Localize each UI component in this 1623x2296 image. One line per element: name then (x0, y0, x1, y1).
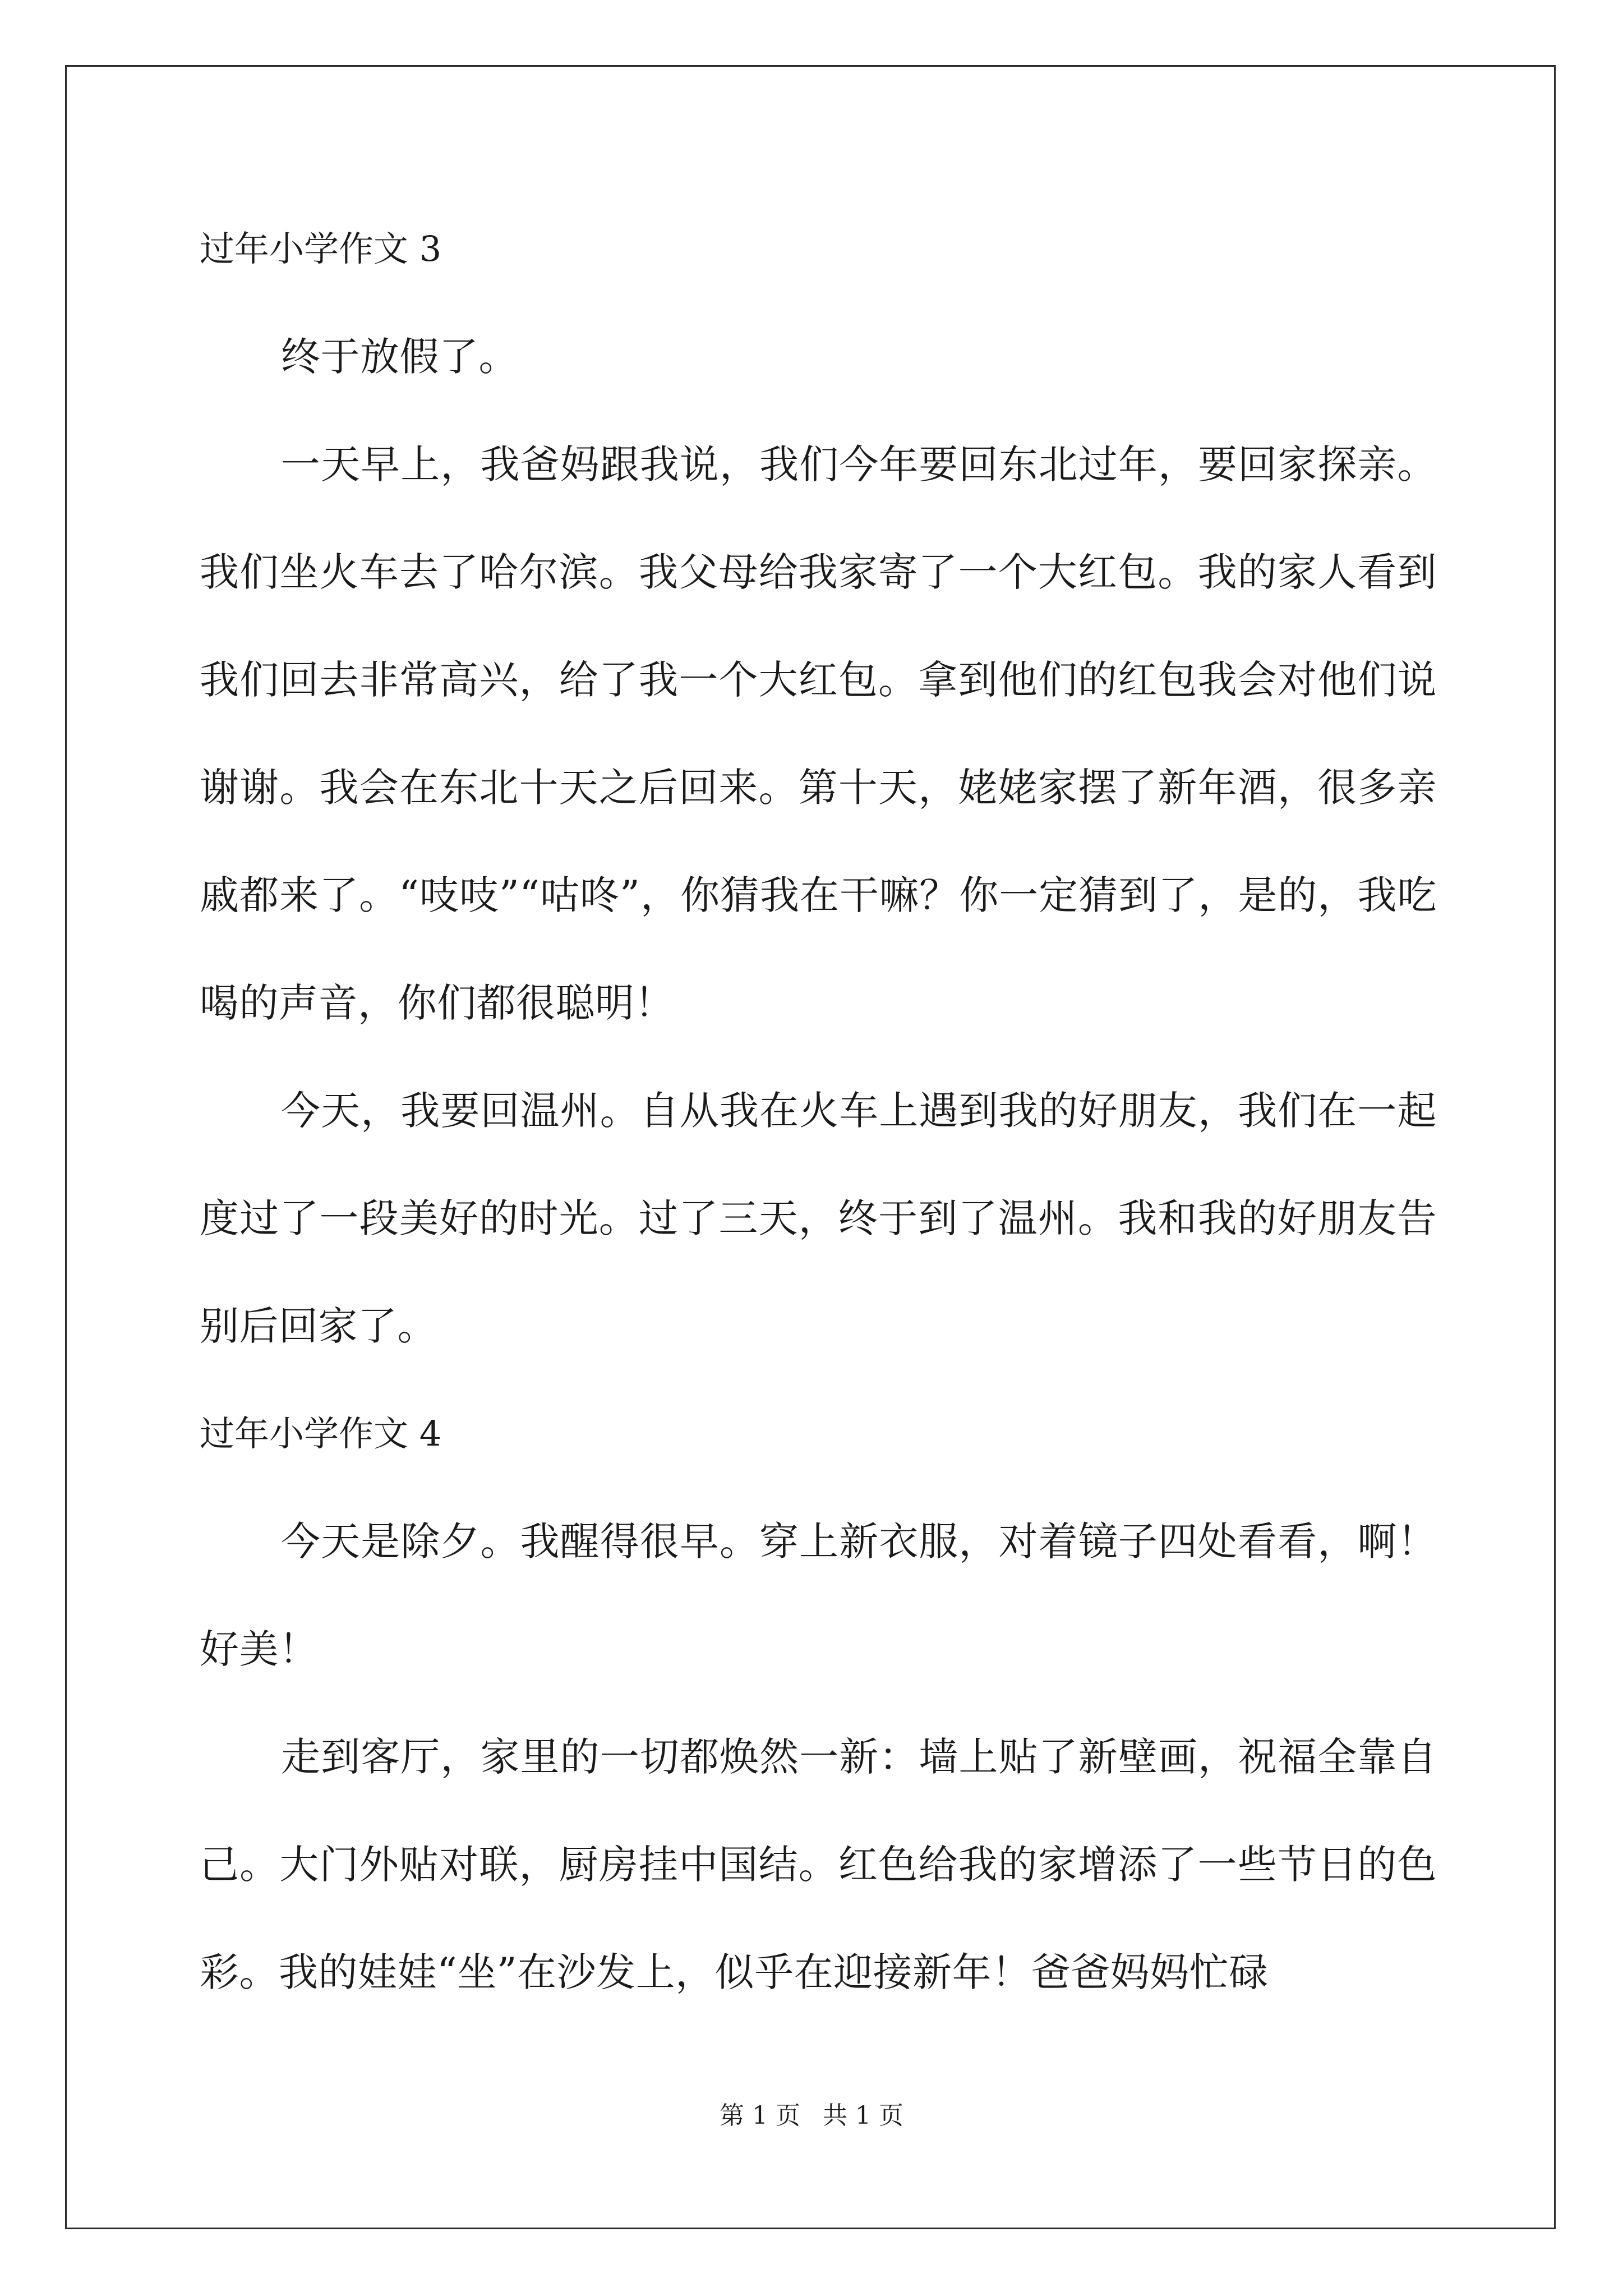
paragraph: 终于放假了。 (281, 334, 518, 380)
document-body (200, 195, 1437, 2026)
total-pages-label: 共 1 页 (823, 2101, 903, 2130)
paragraph: 一天早上，我爸妈跟我说，我们今年要回东北过年，要回家探亲。我们坐火车去了哈尔滨。我父母给我家寄了一个大红包。我的家人看到我们回去非常高兴，给了我一个大红包。拿到他们的红包我会对他们说谢谢。我会在东北十天之后回来。第十天，姥姥家摆了新年酒，很多亲戚都来了。“吱吱”“咕咚”，你猜我在干嘛？你一定猜到了，是的，我吃喝的声音，你们都很聪明！ (200, 441, 1437, 1026)
paragraph: 走到客厅，家里的一切都焕然一新：墙上贴了新壁画，祝福全靠自己。大门外贴对联，厨房挂中国结。红色给我的家增添了一些节日的色彩。我的娃娃“坐”在沙发上，似乎在迎接新年！爸爸妈妈忙碌 (200, 1734, 1437, 1995)
paragraph: 今天，我要回温州。自从我在火车上遇到我的好朋友，我们在一起度过了一段美好的时光。过了三天，终于到了温州。我和我的好朋友告别后回家了。 (200, 1088, 1437, 1349)
current-page-label: 第 1 页 (720, 2101, 800, 2130)
page-footer (0, 2099, 1623, 2133)
section-4 (200, 1380, 1437, 2026)
section-heading: 过年小学作文 3 (200, 228, 442, 269)
paragraph: 今天是除夕。我醒得很早。穿上新衣服，对着镜子四处看看，啊！好美！ (200, 1519, 1437, 1672)
section-3 (200, 195, 1437, 1380)
section-heading: 过年小学作文 4 (200, 1413, 442, 1454)
